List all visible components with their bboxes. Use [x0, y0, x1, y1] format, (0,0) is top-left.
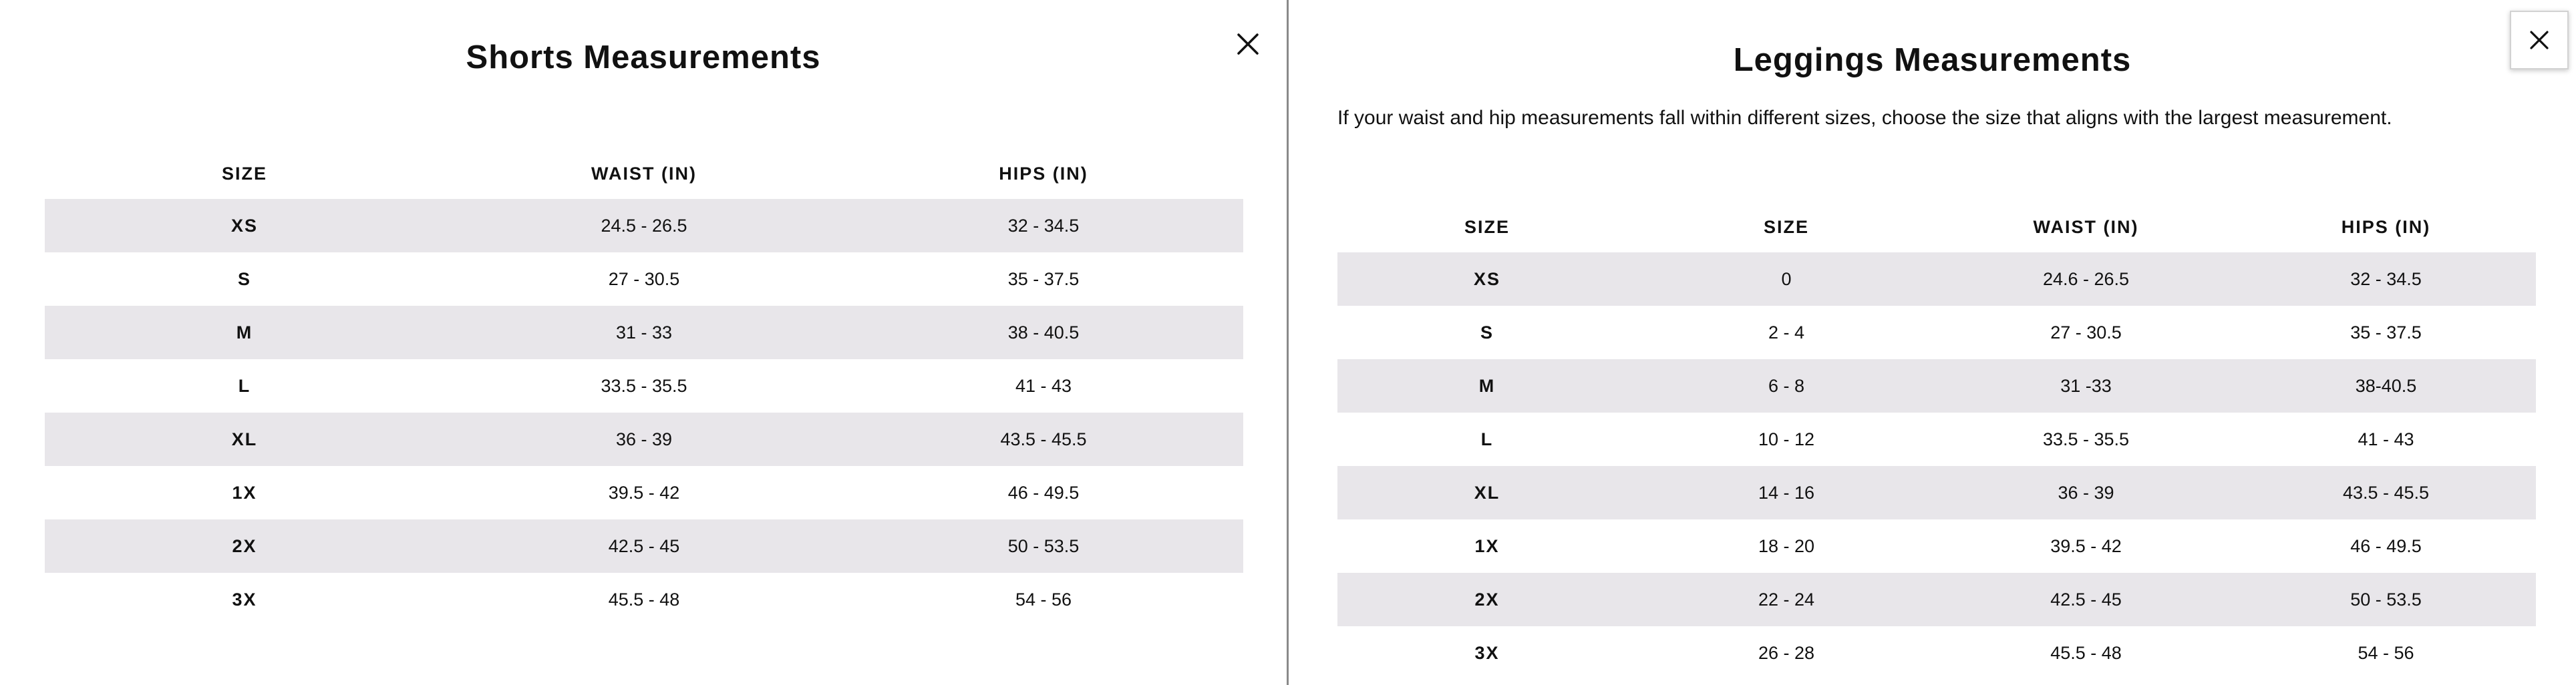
- close-icon: [1237, 33, 1259, 55]
- waist-cell: 39.5 - 42: [608, 482, 680, 503]
- hips-cell: 41 - 43: [1015, 375, 1072, 396]
- size-cell: XS: [1337, 252, 1637, 306]
- numeric-size-cell: 6 - 8: [1637, 359, 1936, 413]
- size-cell: 3X: [1474, 642, 1500, 663]
- size-cell: M: [1337, 359, 1637, 413]
- waist-cell: 24.6 - 26.5: [1936, 252, 2236, 306]
- size-cell: 2X: [1337, 573, 1637, 626]
- waist-cell: 42.5 - 45: [444, 519, 844, 573]
- fit-guidance-note: If your waist and hip measurements fall within different sizes, choose the size that aligns with the largest measurement.: [1337, 107, 2392, 129]
- size-cell: M: [45, 306, 444, 359]
- hips-cell: 38 - 40.5: [844, 306, 1243, 359]
- numeric-size-cell: 10 - 12: [1758, 429, 1815, 449]
- leggings-size-table: [1337, 202, 2536, 680]
- hips-cell: 38-40.5: [2236, 359, 2536, 413]
- size-cell: 2X: [45, 519, 444, 573]
- leggings-close-button[interactable]: [2510, 11, 2569, 69]
- waist-cell: 39.5 - 42: [2050, 535, 2122, 556]
- waist-cell: 31 - 33: [444, 306, 844, 359]
- numeric-size-cell: 14 - 16: [1637, 466, 1936, 519]
- hips-cell: 35 - 37.5: [1007, 268, 1080, 289]
- hips-cell: 46 - 49.5: [1007, 482, 1080, 503]
- column-header-hips: HIPS (IN): [999, 163, 1088, 184]
- hips-cell: 50 - 53.5: [844, 519, 1243, 573]
- hips-cell: 32 - 34.5: [2236, 252, 2536, 306]
- shorts-size-table: [45, 148, 1243, 626]
- hips-cell: 54 - 56: [1015, 589, 1072, 610]
- size-cell: 1X: [1474, 535, 1500, 556]
- waist-cell: 27 - 30.5: [2050, 322, 2122, 342]
- column-header-waist: WAIST (IN): [591, 163, 697, 184]
- numeric-size-cell: 22 - 24: [1637, 573, 1936, 626]
- waist-cell: 24.5 - 26.5: [444, 199, 844, 252]
- leggings-title: Leggings Measurements: [1733, 42, 2132, 78]
- waist-cell: 33.5 - 35.5: [601, 375, 687, 396]
- numeric-size-cell: 18 - 20: [1758, 535, 1815, 556]
- hips-cell: 54 - 56: [2358, 642, 2414, 663]
- numeric-size-cell: 26 - 28: [1758, 642, 1815, 663]
- close-icon: [2529, 30, 2549, 50]
- hips-cell: 32 - 34.5: [844, 199, 1243, 252]
- hips-cell: 50 - 53.5: [2236, 573, 2536, 626]
- size-cell: 3X: [232, 589, 257, 610]
- column-header-hips: HIPS (IN): [2341, 216, 2431, 237]
- column-header-size: SIZE: [221, 163, 267, 184]
- hips-cell: 46 - 49.5: [2350, 535, 2422, 556]
- size-cell: S: [237, 268, 251, 289]
- waist-cell: 33.5 - 35.5: [2042, 429, 2130, 449]
- waist-cell: 27 - 30.5: [608, 268, 680, 289]
- waist-cell: 36 - 39: [1936, 466, 2236, 519]
- shorts-close-button[interactable]: [1228, 24, 1268, 64]
- size-cell: S: [1480, 322, 1494, 342]
- waist-cell: 42.5 - 45: [1936, 573, 2236, 626]
- size-cell: XL: [45, 413, 444, 466]
- size-cell: L: [1480, 429, 1494, 449]
- hips-cell: 43.5 - 45.5: [2236, 466, 2536, 519]
- waist-cell: 31 -33: [1936, 359, 2236, 413]
- column-header-waist: WAIST (IN): [2033, 216, 2139, 237]
- numeric-size-cell: 0: [1637, 252, 1936, 306]
- size-cell: XL: [1337, 466, 1637, 519]
- shorts-title: Shorts Measurements: [466, 39, 821, 75]
- waist-cell: 45.5 - 48: [608, 589, 680, 610]
- hips-cell: 35 - 37.5: [2350, 322, 2422, 342]
- numeric-size-cell: 2 - 4: [1768, 322, 1805, 342]
- hips-cell: 43.5 - 45.5: [844, 413, 1243, 466]
- leggings-measurements-panel: [1289, 0, 2576, 685]
- waist-cell: 45.5 - 48: [2050, 642, 2122, 663]
- shorts-measurements-panel: [0, 0, 1287, 685]
- column-header-size: SIZE: [1464, 216, 1510, 237]
- waist-cell: 36 - 39: [444, 413, 844, 466]
- size-cell: L: [238, 375, 251, 396]
- column-header-numeric-size: SIZE: [1763, 216, 1809, 237]
- size-cell: 1X: [232, 482, 257, 503]
- size-cell: XS: [45, 199, 444, 252]
- hips-cell: 41 - 43: [2358, 429, 2414, 449]
